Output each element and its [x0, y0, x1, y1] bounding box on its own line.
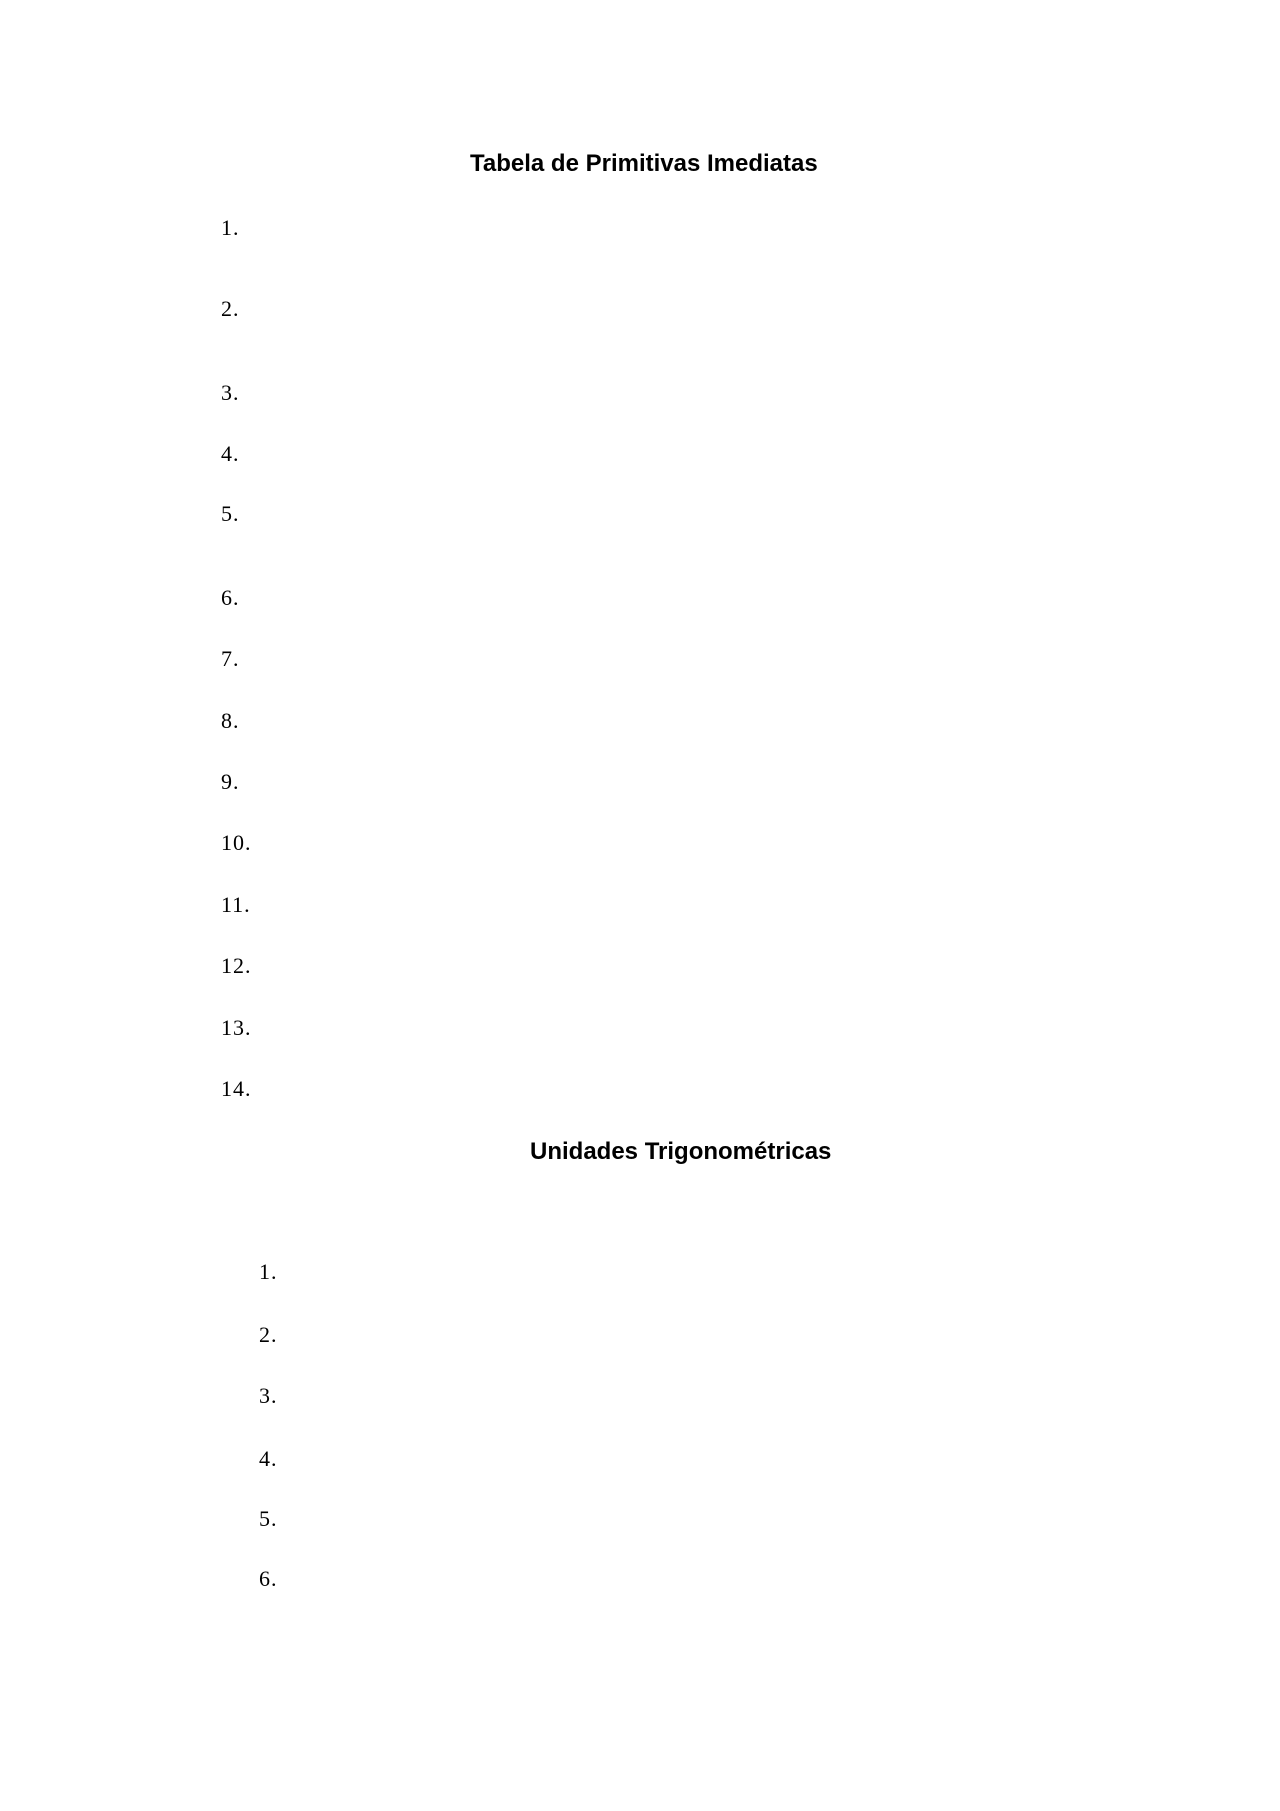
- list-item-number: 2.: [259, 1322, 278, 1347]
- list-item-number: 4.: [221, 441, 240, 466]
- list-item-number: 14.: [221, 1076, 252, 1101]
- list-item-number: 2.: [221, 296, 240, 321]
- list-item-number: 10.: [221, 830, 252, 855]
- list-item-number: 12.: [221, 953, 252, 978]
- trig-heading: Unidades Trigonométricas: [530, 1138, 832, 1165]
- list-item-number: 9.: [221, 769, 240, 794]
- list-item-number: 8.: [221, 708, 240, 733]
- list-item-number: 1.: [259, 1259, 278, 1284]
- list-item-number: 3.: [259, 1383, 278, 1408]
- primitives-heading: Tabela de Primitivas Imediatas: [470, 150, 818, 177]
- list-item-number: 11.: [221, 892, 251, 917]
- list-item-number: 13.: [221, 1015, 252, 1040]
- list-item-number: 1.: [221, 215, 240, 240]
- list-item-number: 3.: [221, 380, 240, 405]
- list-item-number: 5.: [259, 1506, 278, 1531]
- list-item-number: 7.: [221, 646, 240, 671]
- list-item-number: 6.: [221, 585, 240, 610]
- list-item-number: 6.: [259, 1566, 278, 1591]
- list-item-number: 4.: [259, 1446, 278, 1471]
- list-item-number: 5.: [221, 501, 240, 526]
